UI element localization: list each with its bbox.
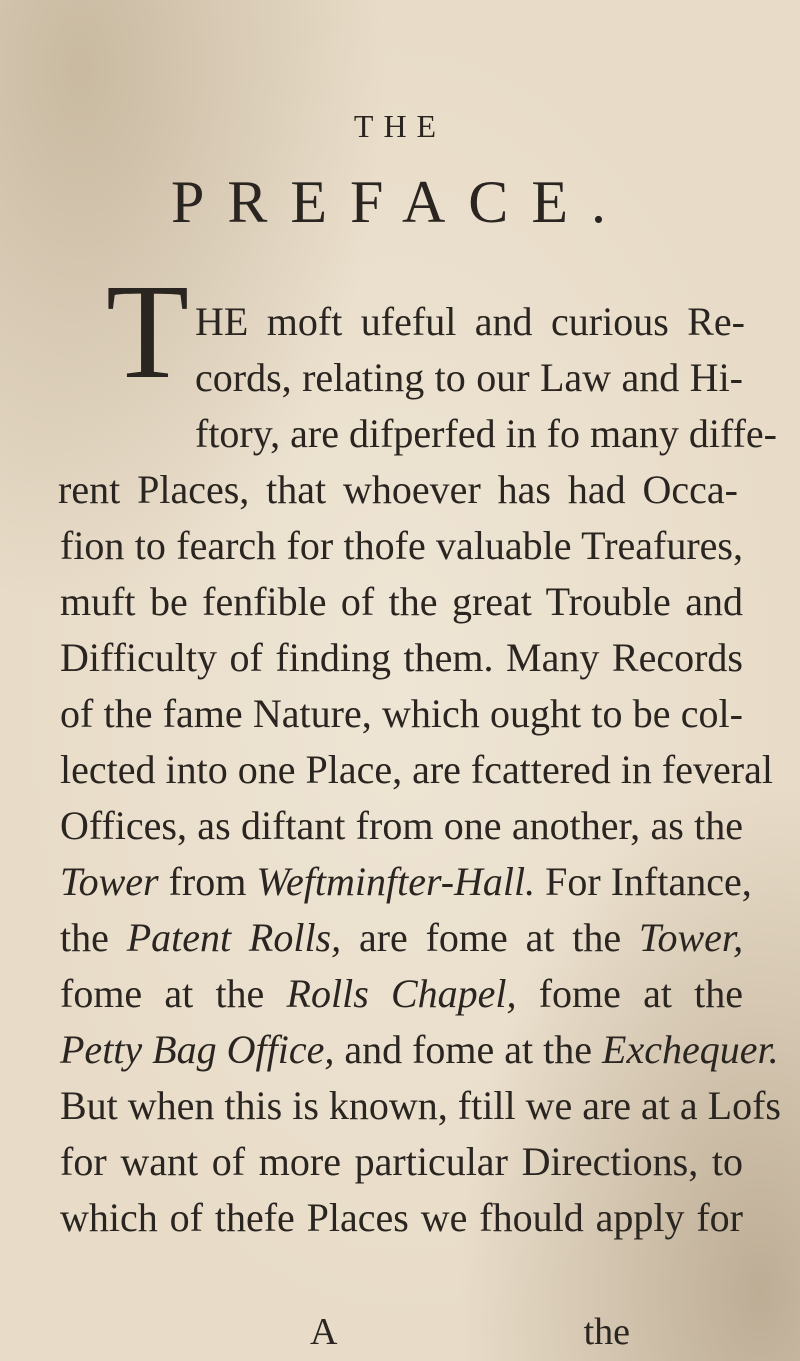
text-line-6: muft be fenfible of the great Trouble and [60, 579, 743, 624]
text-line-2: cords, relating to our Law and Hi- [195, 355, 743, 400]
record-patent-rolls: Patent Rolls, [126, 915, 342, 960]
text-line-14: Petty Bag Office, and fome at the Exchequer. [60, 1027, 779, 1072]
heading-preface: PREFACE. [171, 169, 629, 235]
text-line-11: Tower from Weftminfter-Hall. For Inftance, [60, 859, 752, 904]
text-line-10: Offices, as diftant from one another, as the [60, 803, 743, 848]
place-westminster-hall: Weftminfter-Hall. [256, 859, 536, 904]
text-line-1: HE moft ufeful and curious Re- [195, 299, 745, 344]
place-petty-bag-office: Petty Bag Office, [60, 1027, 335, 1072]
text-line-17: which of thefe Places we fhould apply for [60, 1195, 743, 1240]
text-line-3: ftory, are difperfed in fo many diffe- [195, 411, 777, 456]
text-line-5: fion to fearch for thofe valuable Treafures, [60, 523, 743, 568]
place-exchequer: Exchequer. [602, 1027, 779, 1072]
text-line-13: fome at the Rolls Chapel, fome at the [60, 971, 744, 1016]
text-line-7: Difficulty of finding them. Many Records [60, 635, 743, 680]
drop-cap: T [106, 257, 190, 407]
text-line-8: of the fame Nature, which ought to be col- [60, 691, 743, 736]
place-tower: Tower [60, 859, 159, 904]
text-line-4: rent Places, that whoever has had Occa- [58, 467, 738, 512]
text-line-9: lected into one Place, are fcattered in feveral [60, 747, 773, 792]
catchword: the [583, 1311, 630, 1353]
heading-the: THE [353, 108, 447, 144]
signature-mark: A [310, 1311, 338, 1353]
place-tower-2: Tower, [638, 915, 744, 960]
place-rolls-chapel: Rolls Chapel, [286, 971, 517, 1016]
text-line-12: the Patent Rolls, are fome at the Tower, [60, 915, 744, 960]
text-line-16: for want of more particular Directions, to [60, 1139, 743, 1184]
text-line-15: But when this is known, ftill we are at a Lofs [60, 1083, 781, 1128]
